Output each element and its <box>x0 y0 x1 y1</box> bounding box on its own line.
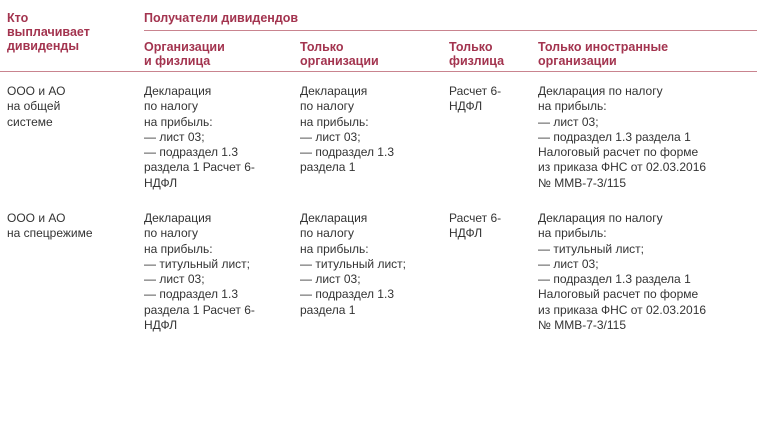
row-2-cell-foreign-orgs-only: Декларация по налогу на прибыль: — титульный лист; — лист 03; — подраздел 1.3 раздела 1 Налоговый расчет по форме из приказа ФНС от 02.03.2016 № ММВ-7-3/115 <box>538 211 707 333</box>
row-1-payer: ООО и АО на общей системе <box>7 84 66 129</box>
header-col-foreign-orgs-only: Только иностранные организации <box>538 40 669 68</box>
row-2-cell-individuals-only: Расчет 6- НДФЛ <box>449 211 502 241</box>
row-2-payer: ООО и АО на спецрежиме <box>7 211 93 241</box>
row-1-cell-foreign-orgs-only: Декларация по налогу на прибыль: — лист 03; — подраздел 1.3 раздела 1 Налоговый расчет по форме из приказа ФНС от 02.03.2016 № ММВ-7-3/115 <box>538 84 707 190</box>
header-recipients-group: Получатели дивидендов <box>144 11 299 25</box>
header-bottom-divider <box>0 71 757 72</box>
header-payer: Кто выплачивает дивиденды <box>7 11 90 53</box>
header-group-divider <box>144 30 757 31</box>
header-col-orgs-and-individuals: Организации и физлица <box>144 40 225 68</box>
header-col-individuals-only: Только физлица <box>449 40 505 68</box>
row-2-cell-orgs-only: Декларация по налогу на прибыль: — титульный лист; — лист 03; — подраздел 1.3 раздела 1 <box>300 211 406 317</box>
row-1-cell-orgs-only: Декларация по налогу на прибыль: — лист 03; — подраздел 1.3 раздела 1 <box>300 84 394 175</box>
row-2-cell-orgs-and-individuals: Декларация по налогу на прибыль: — титульный лист; — лист 03; — подраздел 1.3 раздела 1 Расчет 6- НДФЛ <box>144 211 255 333</box>
row-1-cell-individuals-only: Расчет 6- НДФЛ <box>449 84 502 114</box>
row-1-cell-orgs-and-individuals: Декларация по налогу на прибыль: — лист 03; — подраздел 1.3 раздела 1 Расчет 6- НДФЛ <box>144 84 255 190</box>
header-col-orgs-only: Только организации <box>300 40 379 68</box>
